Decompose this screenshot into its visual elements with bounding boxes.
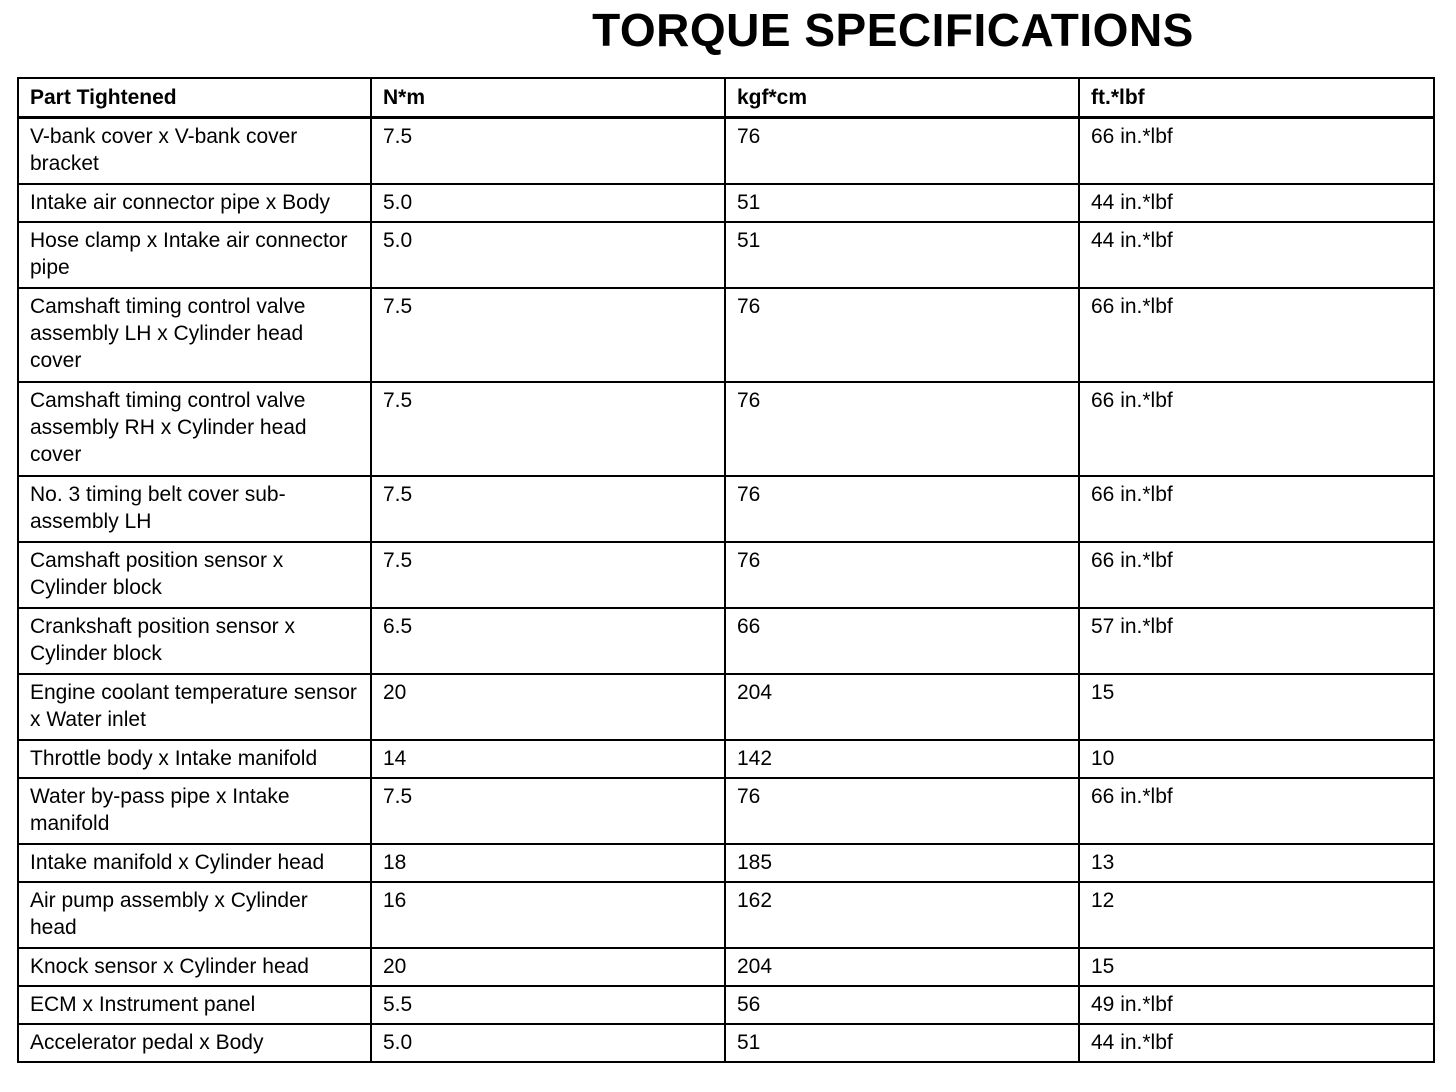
cell-part: ECM x Instrument panel	[18, 986, 371, 1024]
cell-nm: 20	[371, 674, 725, 740]
cell-nm: 7.5	[371, 476, 725, 542]
table-row	[18, 608, 1434, 674]
table-row	[18, 382, 1434, 476]
column-header-part: Part Tightened	[18, 78, 371, 118]
cell-ft: 44 in.*lbf	[1079, 184, 1434, 222]
cell-kgf: 51	[725, 222, 1079, 288]
cell-ft: 57 in.*lbf	[1079, 608, 1434, 674]
table-row	[18, 542, 1434, 608]
cell-nm: 7.5	[371, 542, 725, 608]
cell-nm: 5.0	[371, 1024, 725, 1062]
cell-nm: 14	[371, 740, 725, 778]
cell-kgf: 51	[725, 1024, 1079, 1062]
cell-part: Crankshaft position sensor x Cylinder block	[18, 608, 371, 674]
cell-part: Camshaft position sensor x Cylinder block	[18, 542, 371, 608]
cell-ft: 66 in.*lbf	[1079, 382, 1434, 476]
cell-part: Hose clamp x Intake air connector pipe	[18, 222, 371, 288]
cell-kgf: 51	[725, 184, 1079, 222]
cell-ft: 10	[1079, 740, 1434, 778]
table-row	[18, 222, 1434, 288]
column-header-ft: ft.*lbf	[1079, 78, 1434, 118]
cell-kgf: 142	[725, 740, 1079, 778]
table-row	[18, 778, 1434, 844]
cell-ft: 49 in.*lbf	[1079, 986, 1434, 1024]
cell-kgf: 204	[725, 948, 1079, 986]
cell-nm: 6.5	[371, 608, 725, 674]
cell-part: Knock sensor x Cylinder head	[18, 948, 371, 986]
cell-nm: 5.5	[371, 986, 725, 1024]
cell-part: Accelerator pedal x Body	[18, 1024, 371, 1062]
cell-kgf: 56	[725, 986, 1079, 1024]
table-row	[18, 844, 1434, 882]
cell-kgf: 76	[725, 778, 1079, 844]
torque-table	[17, 77, 1435, 1063]
cell-ft: 66 in.*lbf	[1079, 476, 1434, 542]
cell-ft: 12	[1079, 882, 1434, 948]
column-header-kgf: kgf*cm	[725, 78, 1079, 118]
cell-nm: 7.5	[371, 288, 725, 382]
cell-ft: 13	[1079, 844, 1434, 882]
cell-nm: 7.5	[371, 778, 725, 844]
table-row	[18, 1024, 1434, 1062]
cell-part: V-bank cover x V-bank cover bracket	[18, 118, 371, 185]
cell-ft: 15	[1079, 948, 1434, 986]
cell-ft: 66 in.*lbf	[1079, 288, 1434, 382]
table-row	[18, 674, 1434, 740]
cell-ft: 66 in.*lbf	[1079, 778, 1434, 844]
cell-nm: 20	[371, 948, 725, 986]
table-row	[18, 184, 1434, 222]
cell-kgf: 76	[725, 118, 1079, 185]
column-header-nm: N*m	[371, 78, 725, 118]
cell-kgf: 185	[725, 844, 1079, 882]
cell-kgf: 204	[725, 674, 1079, 740]
cell-part: Water by-pass pipe x Intake manifold	[18, 778, 371, 844]
cell-ft: 66 in.*lbf	[1079, 118, 1434, 185]
cell-ft: 66 in.*lbf	[1079, 542, 1434, 608]
cell-part: Camshaft timing control valve assembly RH x Cylinder head cover	[18, 382, 371, 476]
cell-kgf: 76	[725, 382, 1079, 476]
table-row	[18, 986, 1434, 1024]
cell-ft: 15	[1079, 674, 1434, 740]
table-header-row	[18, 78, 1434, 118]
cell-part: Camshaft timing control valve assembly LH x Cylinder head cover	[18, 288, 371, 382]
cell-kgf: 76	[725, 288, 1079, 382]
cell-ft: 44 in.*lbf	[1079, 1024, 1434, 1062]
cell-nm: 5.0	[371, 184, 725, 222]
table-row	[18, 740, 1434, 778]
cell-nm: 18	[371, 844, 725, 882]
table-row	[18, 118, 1434, 185]
page-title: TORQUE SPECIFICATIONS	[592, 4, 1194, 56]
cell-part: No. 3 timing belt cover sub-assembly LH	[18, 476, 371, 542]
cell-kgf: 76	[725, 476, 1079, 542]
cell-part: Air pump assembly x Cylinder head	[18, 882, 371, 948]
cell-part: Engine coolant temperature sensor x Water inlet	[18, 674, 371, 740]
cell-ft: 44 in.*lbf	[1079, 222, 1434, 288]
cell-part: Intake air connector pipe x Body	[18, 184, 371, 222]
cell-kgf: 76	[725, 542, 1079, 608]
table-row	[18, 288, 1434, 382]
cell-nm: 16	[371, 882, 725, 948]
table-row	[18, 882, 1434, 948]
cell-part: Throttle body x Intake manifold	[18, 740, 371, 778]
table-body	[18, 118, 1434, 1063]
table-row	[18, 948, 1434, 986]
cell-kgf: 66	[725, 608, 1079, 674]
table-row	[18, 476, 1434, 542]
cell-part: Intake manifold x Cylinder head	[18, 844, 371, 882]
cell-nm: 7.5	[371, 118, 725, 185]
cell-kgf: 162	[725, 882, 1079, 948]
cell-nm: 5.0	[371, 222, 725, 288]
cell-nm: 7.5	[371, 382, 725, 476]
